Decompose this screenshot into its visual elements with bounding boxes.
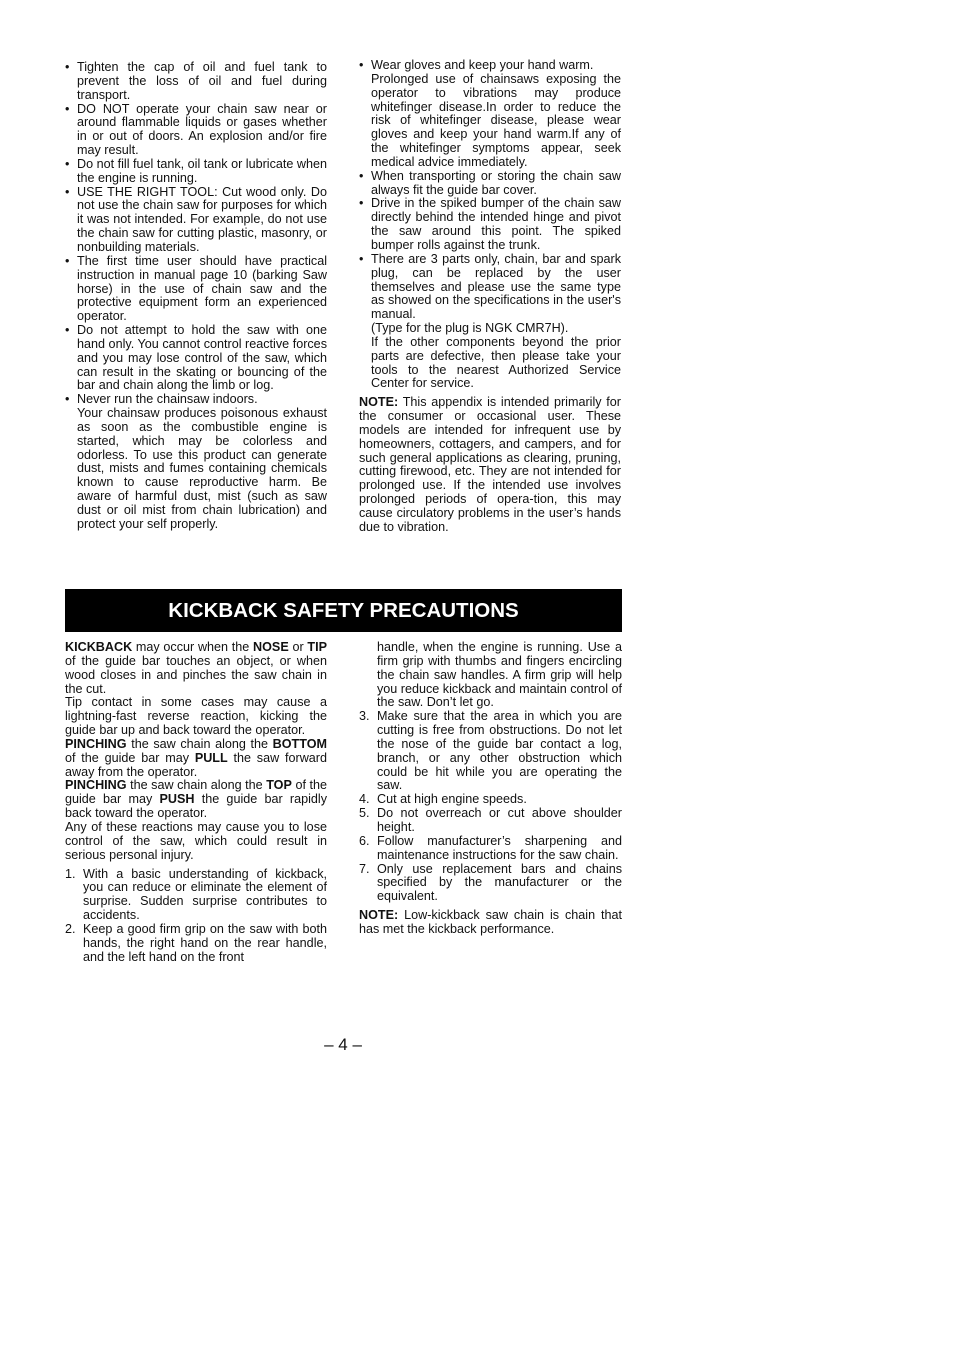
section-banner (65, 589, 622, 632)
plug-type-text: (Type for the plug is NGK CMR7H). (371, 321, 569, 336)
bullet-item: • Do not fill fuel tank, oil tank or lubricate when the engine is running. (65, 158, 327, 186)
bullet-item: • DO NOT operate your chain saw near or around flammable liquids or gases whether in or out of doors. An explosion and/or fire may result. (65, 103, 327, 158)
page-number: – 4 – (324, 1035, 362, 1054)
numbered-step: 3. Make sure that the area in which you are cutting is free from obstructions. Do not let the nose of the guide bar contact a log, branch, or any other obstruction which could be hit while you are operating the saw. (359, 709, 622, 793)
safety-list-right (359, 59, 621, 535)
numbered-step: 7. Only use replacement bars and chains specified by the manufacturer or the equivalent. (359, 861, 622, 904)
note-appendix (359, 396, 621, 534)
numbered-step: 6. Follow manufacturer’s sharpening and maintenance instructions for the saw chain. (359, 833, 622, 862)
note-text: Low-kickback saw chain is chain that has met the kickback performance. (359, 908, 622, 936)
kickback-right-column (359, 641, 622, 937)
pinching-top-text: PINCHING the saw chain along the TOP of the guide bar may PUSH the guide bar rapidly back toward the operator. (65, 778, 328, 821)
bullet-item: • When transporting or storing the chain saw always fit the guide bar cover. (359, 170, 621, 198)
bullet-item: • Wear gloves and keep your hand warm. (359, 59, 621, 73)
bullet-item: • Do not attempt to hold the saw with one hand only. You cannot control reactive forces and you may lose control of the saw, which can result in the skating or bouncing of the bar and chain along the limb or log. (65, 324, 327, 393)
safety-list-left (65, 61, 327, 532)
note-label: NOTE: (359, 908, 399, 923)
note-text: This appendix is intended primarily for the consumer or occasional user. These models are intended for infrequent use by homeowners, cottagers, and campers, and for such general applications as clearing, pruning, cutting firewood, etc. They are not intended for prolonged use. If the intended use involves prolonged periods of opera-tion, this may cause circulatory problems in the user’s hands due to vibration. (359, 395, 621, 534)
service-text: If the other components beyond the prior parts are defective, then please take your tools to the nearest Authorized Service Center for service. (371, 334, 621, 391)
note-label: NOTE: (359, 395, 399, 410)
bullet-item: • The first time user should have practical instruction in manual page 10 (barking Saw horse) in the use of chain saw and the protective equipment form an experienced operator. (65, 255, 327, 324)
bullet-item: • Never run the chainsaw indoors. (65, 393, 327, 407)
pinching-bottom-text: PINCHING the saw chain along the BOTTOM of the guide bar may PULL the saw forward away from the operator. (65, 736, 327, 779)
bullet-item: • Tighten the cap of oil and fuel tank to prevent the loss of oil and fuel during transport. (65, 61, 327, 103)
whitefinger-text: Prolonged use of chainsaws exposing the operator to vibrations may produce whitefinger disease.In order to reduce the risk of whitefinger disease, please wear gloves and keep your hand warm.If any of the whitefinger symptoms appear, seek medical advice immediately. (371, 71, 621, 169)
bullet-item: • USE THE RIGHT TOOL: Cut wood only. Do not use the chain saw for purposes for which it was not intended. For example, do not use the chain saw for cutting plastic, masonry, or nonbuilding materials. (65, 186, 327, 255)
injury-warning-text: Any of these reactions may cause you to lose control of the saw, which could result in serious personal injury. (65, 819, 327, 862)
section-title: KICKBACK SAFETY PRECAUTIONS (168, 598, 519, 622)
kickback-left-column (65, 641, 327, 964)
indoor-warning-text: Your chainsaw produces poisonous exhaust as soon as the combustible engine is started, which may be colorless and odorless. To use this product can generate dust, mists and fumes containing chemicals known to cause reproductive harm. Be aware of harmful dust, mist (such as saw dust or oil mist from chain lubrication) and protect your self properly. (77, 406, 327, 531)
numbered-step: 4. Cut at high engine speeds. (359, 792, 527, 807)
bullet-item: • Drive in the spiked bumper of the chain saw directly behind the intended hinge and pivot the saw around this point. The spiked bumper rolls against the trunk. (359, 197, 621, 252)
numbered-step: 5. Do not overreach or cut above shoulder height. (359, 806, 622, 834)
tip-contact-text: Tip contact in some cases may cause a lightning-fast reverse reaction, kicking the guide bar up and back toward the operator. (65, 695, 327, 738)
kickback-intro: KICKBACK may occur when the NOSE or TIP of the guide bar touches an object, or when wood closes in and pinches the saw chain in the cut. (65, 640, 327, 696)
note-low-kickback (359, 909, 622, 937)
numbered-step: 2. Keep a good firm grip on the saw with both hands, the right hand on the rear handle, and the left hand on the front (65, 921, 327, 964)
step-continuation: handle, when the engine is running. Use a firm grip with thumbs and fingers encircling the chain saw handles. A firm grip will help you reduce kickback and maintain control of the saw. Don’t let go. (377, 640, 623, 710)
bullet-item: • There are 3 parts only, chain, bar and spark plug, can be replaced by the user themselves and please use the same type as showed on the specifications in the user's manual. (359, 253, 621, 322)
numbered-step: 1. With a basic understanding of kickback, you can reduce or eliminate the element of surprise. Sudden surprise contributes to accidents. (65, 866, 327, 923)
